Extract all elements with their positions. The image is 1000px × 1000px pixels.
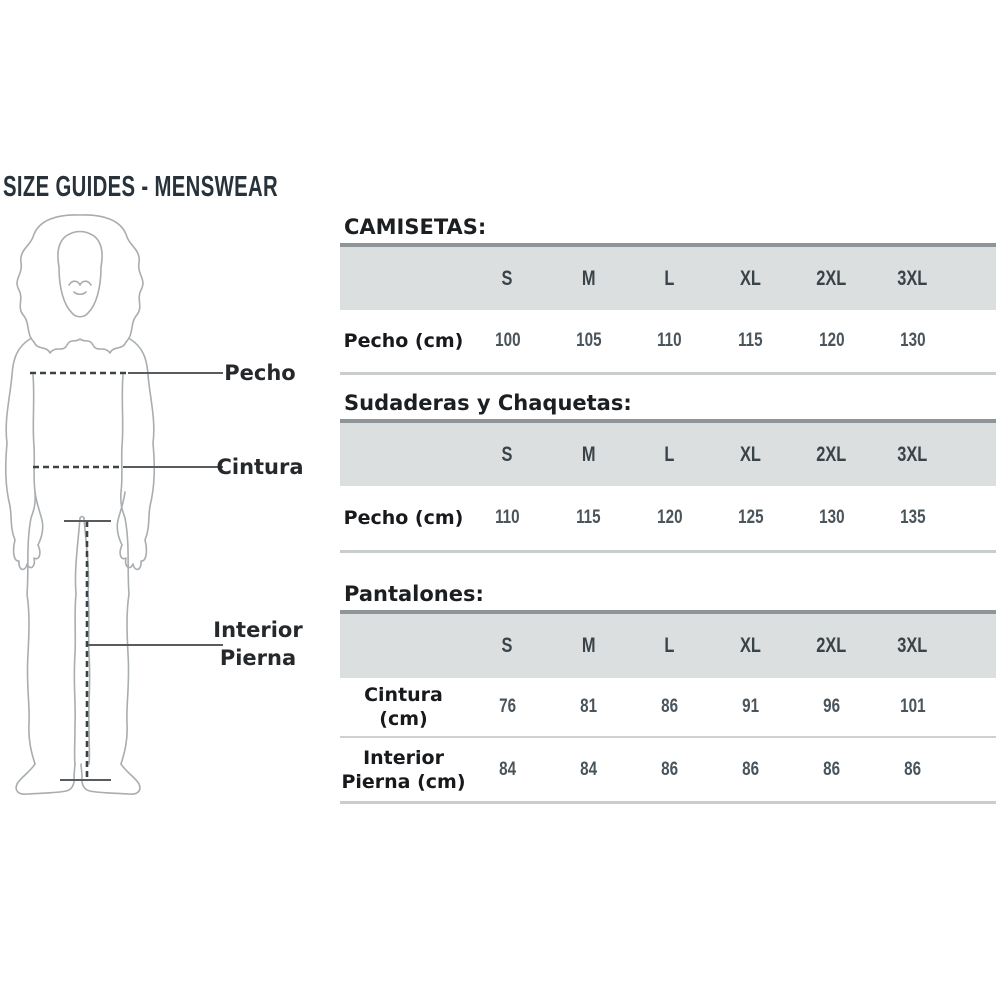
- left-arm-outline: [6, 339, 43, 569]
- pad-cell: [953, 737, 996, 803]
- size-header-row: [340, 612, 996, 678]
- value-cell: [872, 486, 953, 552]
- row-label: [341, 746, 465, 794]
- value-cell: [467, 678, 548, 737]
- pad-cell: [953, 421, 996, 486]
- size-label: L: [664, 266, 675, 290]
- value: 105: [575, 330, 602, 351]
- size-col-header: [872, 421, 953, 486]
- size-label: M: [581, 266, 596, 290]
- row-label: Pecho (cm): [343, 507, 464, 529]
- value-cell: [548, 737, 629, 803]
- size-col-header: [548, 421, 629, 486]
- size-label: 2XL: [816, 266, 847, 290]
- camisetas-section: [340, 214, 996, 375]
- size-col-header: [548, 245, 629, 310]
- value: 86: [823, 758, 840, 780]
- table-row: [340, 737, 996, 803]
- value: 130: [899, 330, 926, 351]
- body-measurement-diagram: [0, 212, 320, 812]
- pad-cell: [953, 486, 996, 552]
- value: 125: [737, 507, 764, 528]
- value: 91: [742, 696, 759, 717]
- crotch-line: [80, 517, 84, 519]
- size-label: 2XL: [816, 442, 847, 466]
- size-col-header: [467, 421, 548, 486]
- row-label-line2: Pierna (cm): [341, 770, 466, 793]
- value-cell: [710, 486, 791, 552]
- camisetas-title: CAMISETAS:: [344, 215, 487, 239]
- size-label: XL: [740, 634, 761, 657]
- size-label: 2XL: [816, 634, 847, 657]
- value: 84: [499, 758, 516, 780]
- value: 86: [661, 758, 678, 780]
- size-label: 3XL: [897, 634, 928, 657]
- pantalones-section: [340, 581, 996, 804]
- table-row: [340, 310, 996, 374]
- size-col-header: [467, 612, 548, 678]
- camisetas-table: [340, 243, 996, 375]
- pantalones-table: [340, 610, 996, 804]
- value-cell: [872, 678, 953, 737]
- size-label: 3XL: [897, 442, 928, 466]
- value-cell: [548, 486, 629, 552]
- size-col-header: [629, 245, 710, 310]
- left-torso-leg-outline: [27, 375, 35, 764]
- size-col-header: [791, 612, 872, 678]
- size-label: S: [502, 266, 513, 290]
- value: 110: [657, 330, 682, 351]
- value-cell: [548, 678, 629, 737]
- value-cell: [467, 310, 548, 374]
- value-cell: [629, 486, 710, 552]
- pantalones-title: Pantalones:: [344, 582, 484, 606]
- waist-label: Cintura: [216, 455, 304, 479]
- sudaderas-table: [340, 419, 996, 553]
- row-label-cell: [340, 310, 467, 374]
- size-header-row: [340, 245, 996, 310]
- pad-cell: [953, 245, 996, 310]
- sudaderas-title: Sudaderas y Chaquetas:: [344, 391, 632, 415]
- size-label: XL: [740, 266, 761, 290]
- size-header-row: [340, 421, 996, 486]
- size-label: L: [664, 442, 675, 466]
- right-torso-leg-outline: [121, 375, 129, 764]
- value-cell: [629, 310, 710, 374]
- callout-lines: [60, 373, 223, 780]
- measurement-dashed-lines: [30, 373, 128, 780]
- value: 81: [580, 696, 597, 717]
- row-label: Cintura (cm): [364, 684, 443, 730]
- size-col-header: [872, 245, 953, 310]
- left-inner-leg-line: [74, 518, 80, 764]
- size-col-header: [791, 245, 872, 310]
- inseam-label: [210, 616, 306, 672]
- size-label: M: [581, 442, 596, 466]
- size-col-header: [548, 612, 629, 678]
- row-label-cell: [340, 737, 467, 803]
- value-cell: [791, 678, 872, 737]
- value: 115: [576, 507, 601, 528]
- row-label: Pecho (cm): [343, 330, 464, 352]
- corner-cell: [340, 421, 467, 486]
- size-col-header: [872, 612, 953, 678]
- value: 86: [661, 696, 678, 717]
- size-label: XL: [740, 442, 761, 466]
- corner-cell: [340, 612, 467, 678]
- inseam-label-line1: Interior: [213, 618, 303, 642]
- value: 100: [494, 330, 521, 351]
- value-cell: [710, 678, 791, 737]
- size-col-header: [710, 245, 791, 310]
- value: 101: [899, 696, 926, 717]
- chest-label: Pecho: [224, 361, 296, 385]
- value-cell: [872, 310, 953, 374]
- size-label: S: [502, 634, 513, 657]
- value-cell: [791, 486, 872, 552]
- row-label-line1: Interior: [363, 746, 444, 769]
- value: 115: [738, 330, 763, 351]
- value: 130: [818, 507, 845, 528]
- value-cell: [548, 310, 629, 374]
- value: 76: [499, 696, 516, 717]
- size-col-header: [629, 612, 710, 678]
- table-row: [340, 486, 996, 552]
- size-col-header: [710, 421, 791, 486]
- size-label: S: [502, 442, 513, 466]
- pad-cell: [953, 612, 996, 678]
- value: 96: [823, 696, 840, 717]
- size-col-header: [710, 612, 791, 678]
- size-col-header: [629, 421, 710, 486]
- value: 120: [656, 507, 683, 528]
- sudaderas-section: [340, 390, 996, 553]
- value: 135: [899, 507, 926, 528]
- size-col-header: [791, 421, 872, 486]
- value-cell: [467, 737, 548, 803]
- value-cell: [791, 737, 872, 803]
- corner-cell: [340, 245, 467, 310]
- value-cell: [791, 310, 872, 374]
- value: 84: [580, 758, 597, 780]
- value-cell: [467, 486, 548, 552]
- inseam-label-line2: Pierna: [219, 646, 297, 670]
- value: 86: [904, 758, 921, 780]
- size-label: L: [664, 634, 675, 657]
- value: 110: [495, 507, 520, 528]
- pad-cell: [953, 310, 996, 374]
- value-cell: [710, 737, 791, 803]
- male-figure-drawing: [0, 212, 320, 812]
- size-label: M: [581, 634, 596, 657]
- size-label: 3XL: [897, 266, 928, 290]
- value-cell: [629, 678, 710, 737]
- pad-cell: [953, 678, 996, 737]
- row-label-cell: [340, 678, 467, 737]
- page-title: SIZE GUIDES - MENSWEAR: [3, 171, 279, 203]
- value-cell: [629, 737, 710, 803]
- value: 120: [818, 330, 845, 351]
- figure-outline: [6, 215, 154, 794]
- value: 86: [742, 758, 759, 780]
- table-row: [340, 678, 996, 737]
- value-cell: [872, 737, 953, 803]
- value-cell: [710, 310, 791, 374]
- row-label-cell: [340, 486, 467, 552]
- size-col-header: [467, 245, 548, 310]
